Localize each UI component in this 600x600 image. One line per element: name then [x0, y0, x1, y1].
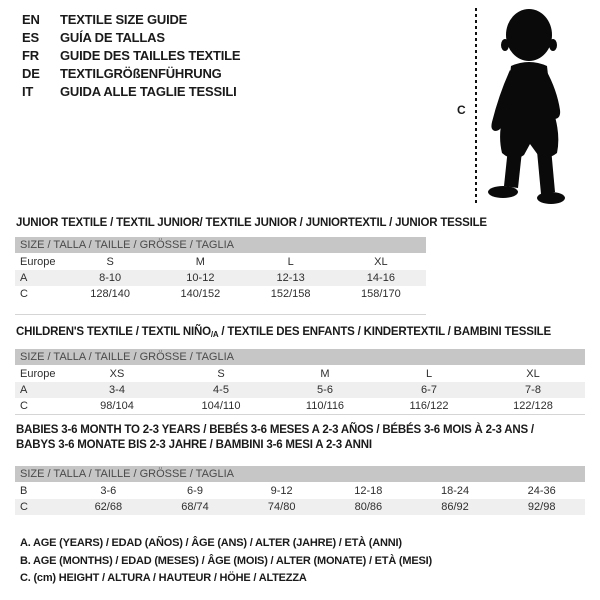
table-row-age-years: [15, 270, 426, 286]
table-cell: 116/122: [409, 400, 449, 412]
language-label: TEXTILE SIZE GUIDE: [60, 12, 188, 27]
table-cell: 10-12: [186, 272, 215, 284]
table-row-height: [15, 398, 585, 414]
row-label: A: [20, 384, 28, 396]
table-cell: 152/158: [270, 288, 311, 300]
language-code: FR: [22, 48, 39, 63]
language-label: GUÍA DE TALLAS: [60, 30, 165, 45]
table-row-age-years: [15, 382, 585, 398]
language-row-de: [22, 65, 240, 83]
size-header-bar: SIZE / TALLA / TAILLE / GRÖSSE / TAGLIA: [15, 466, 585, 482]
children-table-title: [16, 325, 551, 342]
table-cell: 158/170: [360, 288, 401, 300]
table-cell: 86/92: [441, 501, 469, 513]
language-code: EN: [22, 12, 40, 27]
children-title-suffix: / TEXTILE DES ENFANTS / KINDERTEXTIL / BAMBINI TESSILE: [218, 326, 551, 338]
language-label: GUIDE DES TAILLES TEXTILE: [60, 48, 241, 63]
language-code: DE: [22, 66, 40, 81]
table-cell: 92/98: [527, 501, 556, 513]
language-row-fr: [22, 47, 240, 65]
footnotes: [20, 535, 432, 588]
table-cell: 140/152: [180, 288, 221, 300]
table-cell: 122/128: [513, 400, 553, 412]
babies-title-line-1: BABIES 3-6 MONTH TO 2-3 YEARS / BEBÉS 3-6 MESES A 2-3 AÑOS / BÉBÉS 3-6 MOIS À 2-3 ANS /: [16, 424, 534, 436]
table-row-europe: [15, 254, 426, 270]
table-cell: 74/80: [267, 501, 296, 513]
table-cell: 18-24: [440, 485, 470, 497]
table-cell: 12-13: [276, 272, 305, 284]
height-dashed-line: [475, 8, 477, 206]
table-cell: 68/74: [181, 501, 209, 513]
table-cell: L: [287, 256, 294, 268]
table-cell: S: [217, 368, 225, 380]
table-cell: XS: [109, 368, 125, 380]
row-label: Europe: [20, 256, 56, 268]
children-size-table: [15, 349, 585, 415]
table-cell: 8-10: [99, 272, 122, 284]
row-label: C: [20, 400, 28, 412]
table-cell: 3-6: [100, 485, 117, 497]
language-label: TEXTILGRÖßENFÜHRUNG: [60, 66, 222, 81]
table-cell: 14-16: [366, 272, 395, 284]
size-header-bar: SIZE / TALLA / TAILLE / GRÖSSE / TAGLIA: [15, 349, 585, 365]
table-cell: 4-5: [213, 384, 229, 396]
table-cell: 62/68: [94, 501, 123, 513]
row-label: B: [20, 485, 28, 497]
table-cell: 12-18: [354, 485, 383, 497]
table-cell: XL: [526, 368, 540, 380]
table-row-height: [15, 286, 426, 302]
junior-size-table: [15, 237, 426, 315]
baby-silhouette-icon: [482, 8, 574, 206]
table-cell: 110/116: [305, 400, 345, 412]
table-cell: 5-6: [317, 384, 333, 396]
table-cell: XL: [374, 256, 388, 268]
footnote-age-months: B. AGE (MONTHS) / EDAD (MESES) / ÂGE (MOIS) / ALTER (MONATE) / ETÀ (MESI): [20, 554, 432, 567]
row-label: Europe: [20, 368, 56, 380]
row-label: A: [20, 272, 28, 284]
height-marker-label: C: [457, 103, 466, 117]
language-code: ES: [22, 30, 39, 45]
language-row-en: [22, 11, 240, 29]
row-label: C: [20, 501, 28, 513]
table-cell: M: [195, 256, 205, 268]
language-row-es: [22, 29, 240, 47]
table-cell: 7-8: [525, 384, 541, 396]
language-code: IT: [22, 84, 34, 99]
footnote-age-years: A. AGE (YEARS) / EDAD (AÑOS) / ÂGE (ANS) / ALTER (JAHRE) / ETÀ (ANNI): [20, 537, 402, 549]
table-cell: M: [320, 368, 330, 380]
junior-table-title: JUNIOR TEXTILE / TEXTIL JUNIOR/ TEXTILE JUNIOR / JUNIORTEXTIL / JUNIOR TESSILE: [16, 217, 487, 229]
babies-title-line-2: BABYS 3-6 MONATE BIS 2-3 JAHRE / BAMBINI 3-6 MESI A 2-3 ANNI: [16, 439, 372, 451]
language-list: [22, 11, 240, 101]
table-cell: 104/110: [201, 400, 241, 412]
language-row-it: [22, 83, 240, 101]
table-cell: 6-7: [421, 384, 437, 396]
table-cell: 9-12: [270, 485, 293, 497]
table-cell: 24-36: [527, 485, 556, 497]
table-cell: 6-9: [187, 485, 203, 497]
size-header-bar: SIZE / TALLA / TAILLE / GRÖSSE / TAGLIA: [15, 237, 426, 253]
row-label: C: [20, 288, 28, 300]
table-cell: 80/86: [354, 501, 383, 513]
table-cell: 98/104: [100, 400, 134, 412]
table-row-europe: [15, 366, 585, 382]
table-cell: S: [106, 256, 114, 268]
table-cell: 3-4: [109, 384, 125, 396]
table-cell: L: [425, 368, 433, 380]
table-row-height: [15, 499, 585, 515]
language-label: GUIDA ALLE TAGLIE TESSILI: [60, 84, 237, 99]
babies-table-title: [16, 423, 534, 453]
babies-size-table: [15, 466, 585, 515]
children-title-prefix: CHILDREN'S TEXTILE / TEXTIL NIÑO: [16, 326, 211, 338]
children-title-subscript: /A: [210, 330, 219, 339]
table-row-age-months: [15, 483, 585, 499]
footnote-height: C. (cm) HEIGHT / ALTURA / HAUTEUR / HÖHE / ALTEZZA: [20, 572, 307, 584]
table-cell: 128/140: [90, 288, 130, 300]
